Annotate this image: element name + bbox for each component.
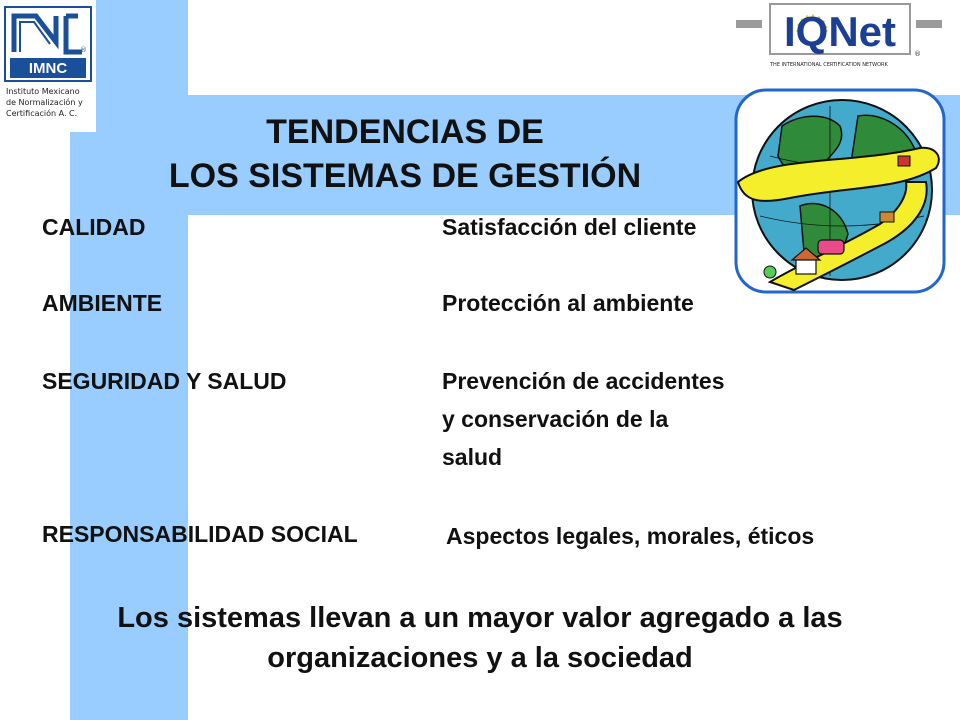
iqnet-registered-mark: ® — [914, 50, 921, 58]
conclusion-text — [80, 598, 880, 678]
imnc-logo — [0, 0, 96, 132]
system-benefit-responsabilidad-social: Aspectos legales, morales, éticos — [446, 523, 815, 549]
imnc-logo-mark — [4, 6, 92, 82]
iqnet-logo — [736, 0, 948, 72]
conclusion-line: Los sistemas llevan a un mayor valor agregado a las — [117, 602, 843, 634]
system-benefit-ambiente: Protección al ambiente — [442, 290, 694, 316]
conclusion-line: organizaciones y a la sociedad — [267, 642, 693, 674]
imnc-caption-line: de Normalización y — [6, 98, 83, 107]
imnc-logo-caption — [6, 86, 96, 119]
system-benefit-seguridad-salud-line2: y conservación de la — [442, 406, 669, 432]
imnc-caption-line: Certificación A. C. — [6, 109, 78, 118]
system-benefit-seguridad-salud-line3: salud — [442, 444, 503, 470]
globe-highway-icon — [730, 86, 950, 306]
title-line: TENDENCIAS DE — [266, 113, 544, 151]
system-name-responsabilidad-social: RESPONSABILIDAD SOCIAL — [42, 521, 358, 547]
imnc-caption-line: Instituto Mexicano — [6, 87, 80, 96]
system-benefit-calidad: Satisfacción del cliente — [442, 214, 697, 240]
imnc-registered-mark: ® — [80, 46, 87, 54]
imnc-logo-text: IMNC — [28, 60, 68, 77]
title-line: LOS SISTEMAS DE GESTIÓN — [168, 157, 642, 195]
iqnet-tagline: THE INTERNATIONAL CERTIFICATION NETWORK — [770, 62, 888, 68]
system-benefit-seguridad-salud: Prevención de accidentes — [442, 368, 725, 394]
system-name-calidad: CALIDAD — [42, 214, 146, 240]
system-name-seguridad-salud: SEGURIDAD Y SALUD — [42, 368, 287, 394]
page-title — [100, 110, 710, 198]
iqnet-logo-text: IQNet — [783, 8, 897, 55]
system-name-ambiente: AMBIENTE — [42, 290, 163, 316]
